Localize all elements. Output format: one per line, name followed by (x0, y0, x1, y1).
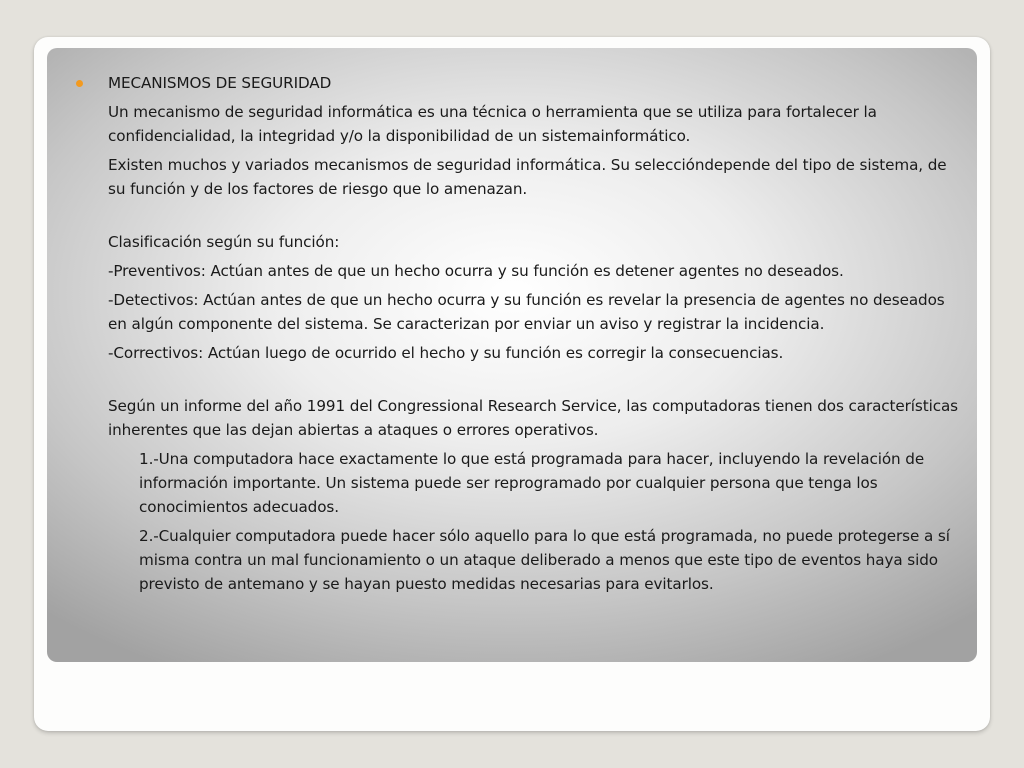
paragraph-classification-title: Clasificación según su función: (108, 233, 340, 251)
paragraph-report: Según un informe del año 1991 del Congressional Research Service, las computadoras tienen dos características inherentes que las dejan abiertas a ataques o errores operativos. (108, 397, 958, 439)
heading-text: MECANISMOS DE SEGURIDAD (108, 74, 332, 92)
slide-text-body (47, 71, 977, 596)
paragraph-variety: Existen muchos y variados mecanismos de seguridad informática. Su seleccióndepende del tipo de sistema, de su función y de los factores de riesgo que lo amenazan. (108, 156, 947, 198)
paragraph-preventivos: -Preventivos: Actúan antes de que un hecho ocurra y su función es detener agentes no deseados. (108, 262, 844, 280)
sub-item-two: 2.-Cualquier computadora puede hacer sólo aquello para lo que está programada, no puede protegerse a sí misma contra un mal funcionamiento o un ataque deliberado a menos que este tipo de eventos haya sido previsto de antemano y se hayan puesto medidas necesarias para evitarlos. (139, 527, 950, 593)
sub-item-one: 1.-Una computadora hace exactamente lo que está programada para hacer, incluyendo la revelación de información importante. Un sistema puede ser reprogramado por cualquier persona que tenga los conocimientos adecuados. (139, 450, 925, 516)
paragraph-definition: Un mecanismo de seguridad informática es una técnica o herramienta que se utiliza para fortalecer la confidencialidad, la integridad y/o la disponibilidad de un sistemainformático. (108, 103, 877, 145)
slide-heading (47, 71, 977, 95)
slide-content-panel (47, 48, 977, 662)
bullet-dot-icon (76, 80, 83, 87)
paragraph-detectivos: -Detectivos: Actúan antes de que un hecho ocurra y su función es revelar la presencia de agentes no deseados en algún componente del sistema. Se caracterizan por enviar un aviso y registrar la incidencia. (108, 291, 945, 333)
paragraph-correctivos: -Correctivos: Actúan luego de ocurrido el hecho y su función es corregir la consecuencias. (108, 344, 784, 362)
